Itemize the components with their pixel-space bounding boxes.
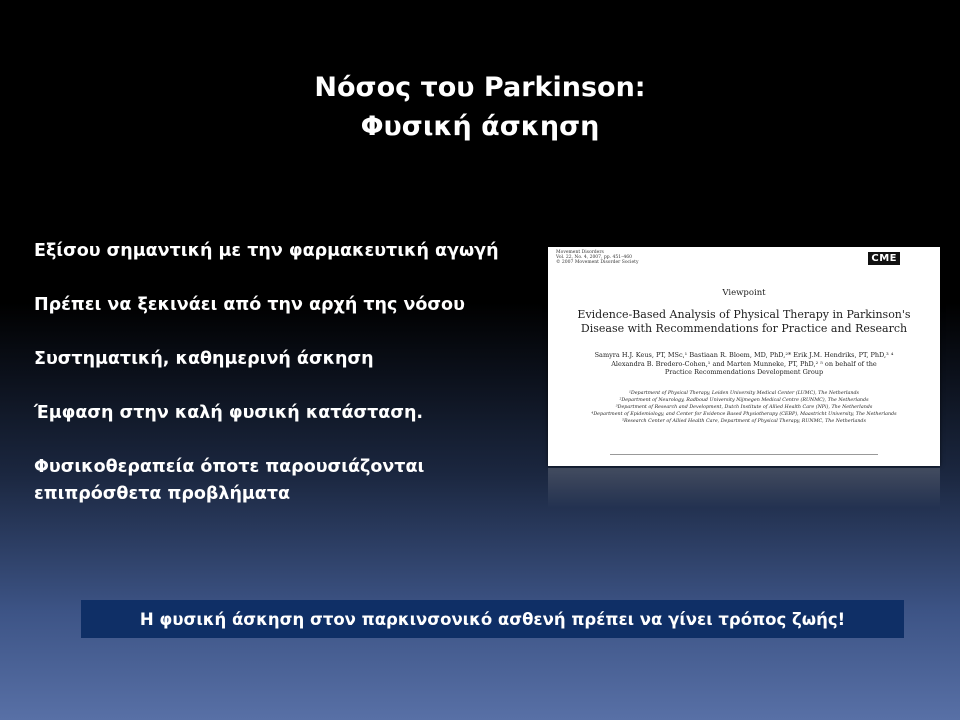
paper-affiliations xyxy=(556,390,932,425)
affiliation-line: ³Department of Research and Development, Dutch Institute of Allied Health Care (NPi), The Netherlands xyxy=(615,405,873,410)
affiliation-line: ²Department of Neurology, Radboud University Nijmegen Medical Centre (RUNMC), The Netherlands xyxy=(619,398,869,403)
bullet-item: Φυσικοθεραπεία όποτε παρουσιάζονται επιπρόσθετα προβλήματα xyxy=(34,457,425,504)
paper-title-line-2: Disease with Recommendations for Practice and Research xyxy=(580,322,908,335)
slide-title-line-1: Νόσος του Parkinson: xyxy=(314,72,646,103)
affiliation-line: ⁴Department of Epidemiology, and Center for Evidence Based Physiotherapy (CEBP), Maastricht University, The Netherlands xyxy=(591,412,897,417)
paper-authors xyxy=(558,351,930,377)
bullet-item: Εξίσου σημαντική με την φαρμακευτική αγωγή xyxy=(34,241,499,261)
journal-header xyxy=(556,250,639,265)
paper-authors-line: Practice Recommendations Development Group xyxy=(664,368,824,376)
affiliation-line: ⁵Research Center of Allied Health Care, Department of Physical Therapy, RUNMC, The Netherlands xyxy=(622,419,866,424)
bullet-item: Έμφαση στην καλή φυσική κατάσταση. xyxy=(34,403,424,423)
cme-badge: CME xyxy=(868,252,900,265)
slide-title xyxy=(0,68,960,146)
bullet-item: Πρέπει να ξεκινάει από την αρχή της νόσου xyxy=(34,295,465,315)
conclusion-banner: Η φυσική άσκηση στον παρκινσονικό ασθενή πρέπει να γίνει τρόπος ζωής! xyxy=(81,600,904,638)
paper-title-line-1: Evidence-Based Analysis of Physical Therapy in Parkinson's xyxy=(577,308,911,321)
journal-line: Vol. 22, No. 4, 2007, pp. 451–460 xyxy=(556,255,632,260)
bullet-list xyxy=(34,238,524,535)
paper-section-label: Viewpoint xyxy=(722,288,766,298)
paper-authors-line: Alexandra B. Bredero-Cohen,¹ and Marten Munneke, PT, PhD,² ⁵ on behalf of the xyxy=(611,359,877,368)
paper-authors-line: Samyra H.J. Keus, PT, MSc,¹ Bastiaan R. Bloem, MD, PhD,²* Erik J.M. Hendriks, PT, PhD,³ ⁴ xyxy=(594,351,894,359)
paper-reflection xyxy=(548,468,940,508)
paper-title xyxy=(558,308,930,336)
journal-line: Movement Disorders xyxy=(556,250,604,255)
affiliation-line: ¹Department of Physical Therapy, Leiden University Medical Center (LUMC), The Netherlands xyxy=(628,391,860,396)
bullet-item: Συστηματική, καθημερινή άσκηση xyxy=(34,349,374,369)
paper-screenshot xyxy=(548,247,940,466)
paper-divider xyxy=(610,454,878,455)
slide-title-line-2: Φυσική άσκηση xyxy=(360,111,600,142)
journal-line: © 2007 Movement Disorder Society xyxy=(556,260,639,265)
